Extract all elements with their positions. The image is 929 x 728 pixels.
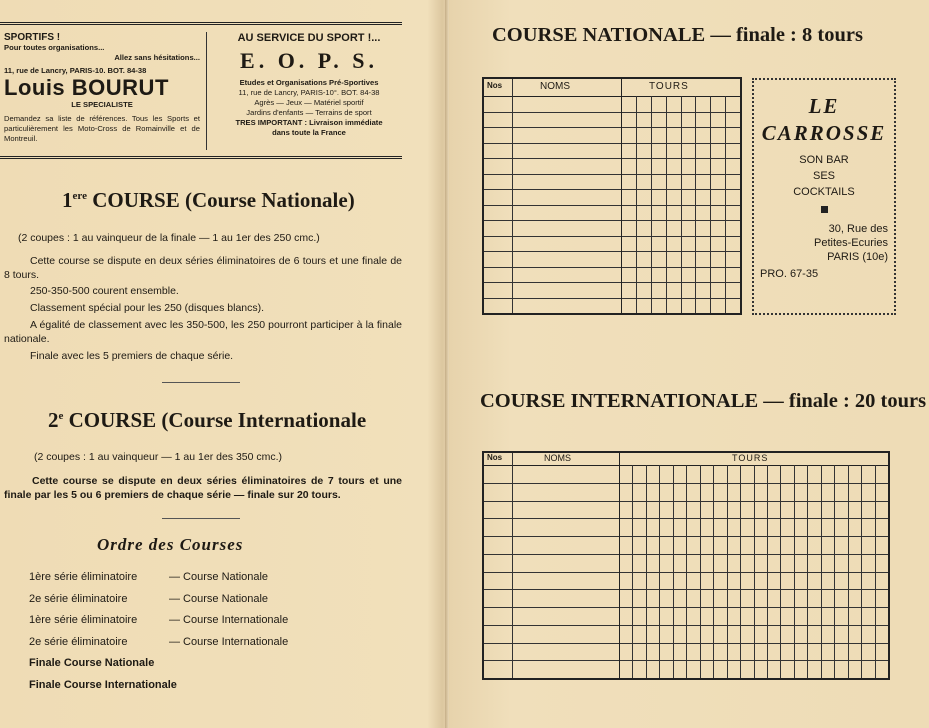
- grid-row-line: [484, 205, 740, 206]
- grid-row-line: [484, 189, 740, 190]
- grid-tour-column-line: [861, 465, 862, 678]
- nationale-col-tours: TOURS: [649, 81, 689, 92]
- grid-row-line: [484, 282, 740, 283]
- ad-top-rule: [0, 22, 402, 25]
- grid-tour-column-line: [875, 465, 876, 678]
- ad-eops-address: 11, rue de Lancry, PARIS-10°. BOT. 84-38: [238, 88, 380, 97]
- carrosse-le: LE: [808, 94, 840, 118]
- grid-tour-column-line: [794, 465, 795, 678]
- grid-tour-column-line: [686, 465, 687, 678]
- course1-trophies: (2 coupes : 1 au vainqueur de la finale — 1 au 1er des 250 cmc.): [18, 232, 320, 244]
- ad-bourut-address: 11, rue de Lancry, PARIS-10. BOT. 84-38: [4, 66, 147, 75]
- carrosse-name: CARROSSE: [761, 121, 887, 145]
- grid-nos-divider: [512, 79, 513, 313]
- internationale-score-grid: [482, 451, 890, 680]
- grid-tour-column-line: [725, 96, 726, 313]
- grid-tour-column-line: [740, 465, 741, 678]
- carrosse-addr1: 30, Rue des: [828, 223, 888, 235]
- left-page: [0, 0, 447, 728]
- ad-bourut-heading: SPORTIFS !: [4, 32, 61, 43]
- advertisements: [0, 22, 402, 160]
- ordre-item: 2e série éliminatoire — Course Internationale: [29, 635, 289, 648]
- nationale-grid-header: [484, 79, 740, 97]
- grid-row-line: [484, 174, 740, 175]
- ordre-item: Finale Course Nationale: [29, 657, 155, 669]
- grid-tour-column-line: [632, 465, 633, 678]
- grid-tour-column-line: [659, 465, 660, 678]
- separator-2: [162, 518, 240, 519]
- page-fold: [445, 0, 449, 728]
- nationale-score-grid: [482, 77, 742, 315]
- grid-tour-column-line: [727, 465, 728, 678]
- internationale-col-noms: NOMS: [544, 453, 571, 463]
- grid-tour-column-line: [821, 465, 822, 678]
- grid-tour-column-line: [767, 465, 768, 678]
- carrosse-bar: SON BAR: [799, 154, 849, 166]
- ad-bourut-tagline: LE SPECIALISTE: [71, 100, 133, 109]
- square-bullet-icon: [821, 206, 828, 213]
- grid-tour-column-line: [754, 465, 755, 678]
- carrosse-addr2: Petites-Ecuries: [814, 237, 888, 249]
- grid-tour-column-line: [834, 465, 835, 678]
- nationale-col-noms: NOMS: [540, 81, 570, 92]
- ad-eops-line6: TRES IMPORTANT : Livraison immédiate: [235, 118, 383, 127]
- ad-eops-line4: Agrès — Jeux — Matériel sportif: [254, 98, 364, 107]
- ordre-item: Finale Course Internationale: [29, 678, 177, 691]
- course1-classement: Classement spécial pour les 250 (disques blancs).: [30, 302, 265, 314]
- grid-row-line: [484, 112, 740, 113]
- ordre-list: [29, 567, 288, 696]
- course2-trophies: (2 coupes : 1 au vainqueur — 1 au 1er des 350 cmc.): [34, 451, 283, 463]
- course1-title: 1ere COURSE (Course Nationale): [62, 188, 355, 212]
- course2-title: 2e COURSE (Course Internationale: [48, 408, 367, 432]
- carrosse-cocktails: COCKTAILS: [793, 186, 855, 198]
- grid-row-line: [484, 298, 740, 299]
- grid-tour-column-line: [666, 96, 667, 313]
- internationale-title: COURSE INTERNATIONALE — finale : 20 tours: [480, 390, 927, 412]
- ad-eops-subtitle: Etudes et Organisations Pré-Sportives: [239, 78, 379, 87]
- separator-1: [162, 382, 240, 383]
- grid-noms-divider: [621, 79, 622, 313]
- ad-bourut-name: Louis BOURUT: [4, 75, 169, 100]
- grid-tour-column-line: [673, 465, 674, 678]
- grid-tour-column-line: [713, 465, 714, 678]
- course1-classes: 250-350-500 courent ensemble.: [30, 285, 179, 297]
- grid-tour-column-line: [695, 96, 696, 313]
- grid-tour-column-line: [646, 465, 647, 678]
- ad-eops: [206, 32, 407, 150]
- ad-bourut-line3: Allez sans hésitations...: [114, 53, 200, 62]
- ordre-item: 2e série éliminatoire — Course Nationale: [29, 592, 269, 605]
- ordre-item: 1ère série éliminatoire — Course Nationale: [29, 571, 269, 583]
- carrosse-ses: SES: [812, 170, 835, 182]
- grid-row-line: [484, 267, 740, 268]
- course1-egalite: A égalité de classement avec les 350-500, les 250 pourront participer à la finale nationale.: [4, 319, 402, 345]
- grid-row-line: [484, 158, 740, 159]
- ad-bourut-line2: Pour toutes organisations...: [4, 43, 105, 52]
- ad-eops-name: E. O. P. S.: [240, 48, 378, 73]
- course1-finale: Finale avec les 5 premiers de chaque série.: [30, 350, 234, 362]
- carrosse-addr3: PARIS (10e): [827, 251, 888, 263]
- grid-tour-column-line: [710, 96, 711, 313]
- ordre-title: Ordre des Courses: [97, 535, 244, 554]
- ad-eops-heading: AU SERVICE DU SPORT !...: [237, 32, 381, 44]
- nationale-title: COURSE NATIONALE — finale : 8 tours: [492, 24, 863, 46]
- nationale-col-nos: Nos: [487, 81, 503, 90]
- grid-tour-column-line: [681, 96, 682, 313]
- ad-carrosse: [752, 78, 896, 315]
- course2-description: Cette course se dispute en deux séries éliminatoires de 7 tours et une finale par les 5 ou 6 premiers de chaque série — finale sur 20 tours.: [4, 475, 402, 501]
- ad-bourut-body: Demandez sa liste de références. Tous les Sports et particulièrement les Moto-Cross de Romainville et de Montreuil.: [4, 114, 200, 143]
- ad-eops-line7: dans toute la France: [272, 128, 346, 137]
- internationale-col-nos: Nos: [487, 453, 503, 462]
- ordre-item: 1ère série éliminatoire — Course Internationale: [29, 614, 289, 626]
- grid-tour-column-line: [636, 96, 637, 313]
- course1-description: Cette course se dispute en deux séries éliminatoires de 6 tours et une finale de 8 tours.: [4, 255, 402, 281]
- grid-row-line: [484, 220, 740, 221]
- carrosse-phone: PRO. 67-35: [760, 268, 819, 280]
- grid-tour-column-line: [848, 465, 849, 678]
- internationale-col-tours: TOURS: [732, 453, 769, 463]
- ad-eops-line5: Jardins d'enfants — Terrains de sport: [246, 108, 372, 117]
- ad-bottom-rule: [0, 156, 402, 159]
- grid-row-line: [484, 143, 740, 144]
- grid-row-line: [484, 251, 740, 252]
- grid-nos-divider: [512, 453, 513, 678]
- grid-row-line: [484, 236, 740, 237]
- grid-row-line: [484, 127, 740, 128]
- grid-noms-divider: [619, 453, 620, 678]
- grid-tour-column-line: [807, 465, 808, 678]
- grid-tour-column-line: [700, 465, 701, 678]
- grid-tour-column-line: [780, 465, 781, 678]
- grid-tour-column-line: [651, 96, 652, 313]
- ad-bourut: [4, 32, 200, 144]
